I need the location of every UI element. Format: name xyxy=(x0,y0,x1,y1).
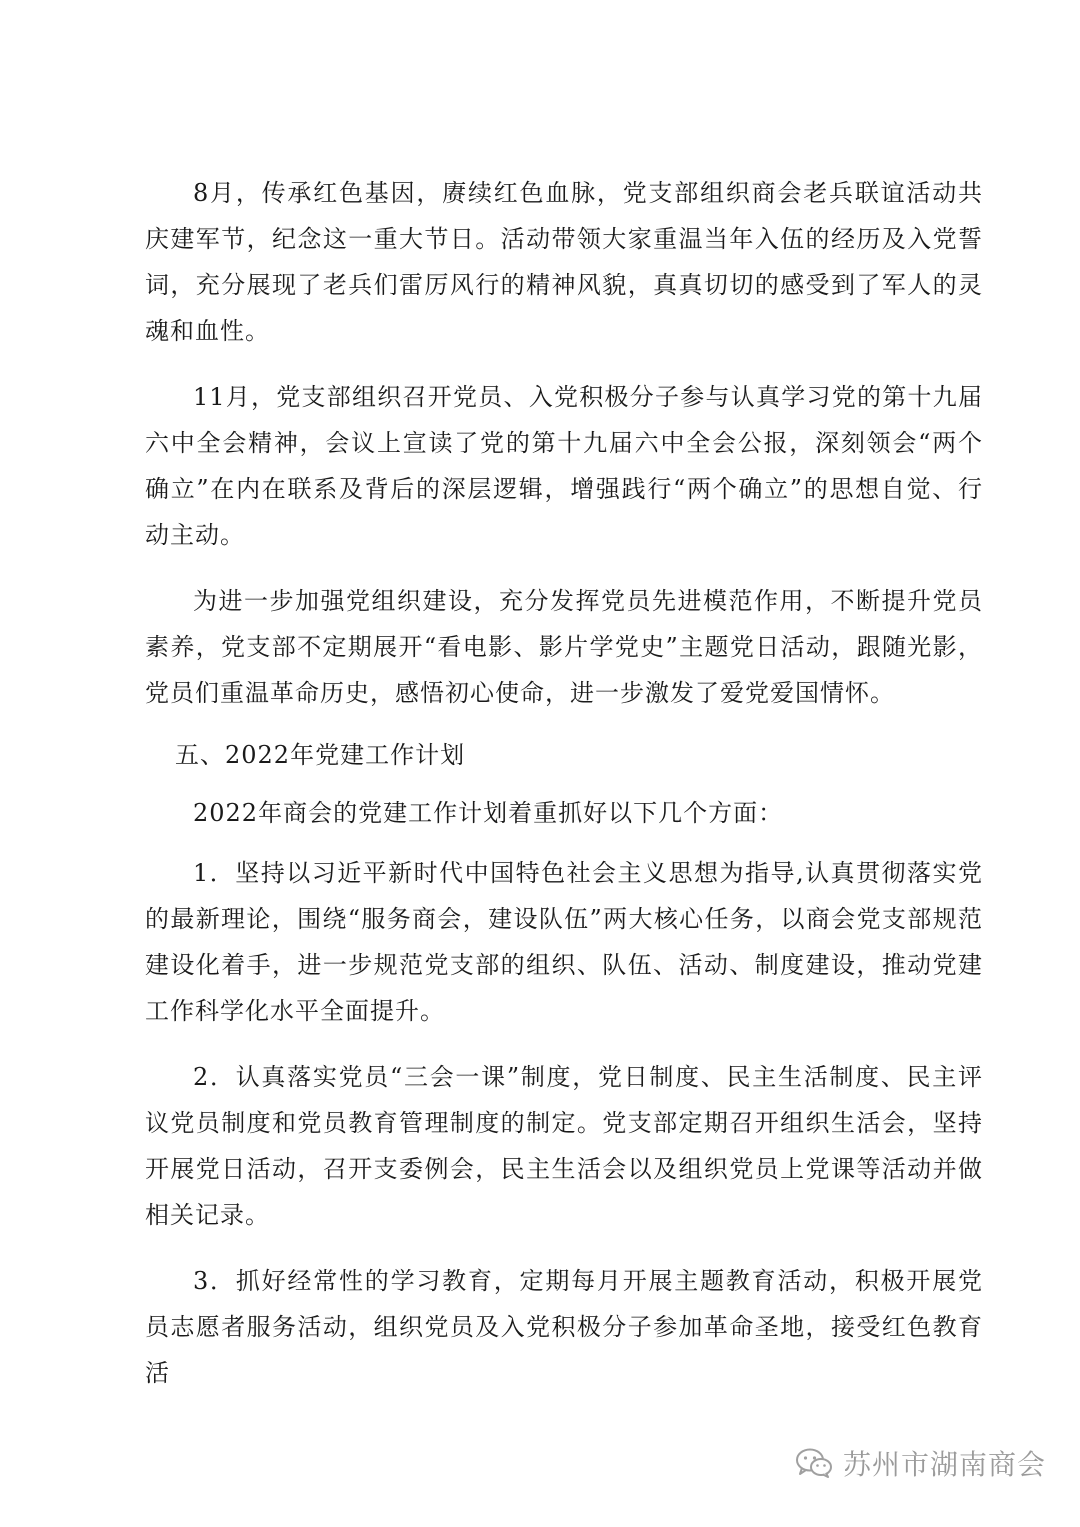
paragraph-plan-item-1: 1．坚持以习近平新时代中国特色社会主义思想为指导,认真贯彻落实党的最新理论，围绕“服务商会，建设队伍”两大核心任务，以商会党支部规范建设化着手，进一步规范党支部的组织、队伍、活动、制度建设，推动党建工作科学化水平全面提升。 xyxy=(145,859,983,1025)
paragraph-plan-item-2: 2．认真落实党员“三会一课”制度，党日制度、民主生活制度、民主评议党员制度和党员教育管理制度的制定。党支部定期召开组织生活会，坚持开展党日活动，召开支委例会，民主生活会以及组织党员上党课等活动并做相关记录。 xyxy=(145,1063,983,1229)
section-heading-2022-plan: 五、2022年党建工作计划 xyxy=(175,741,466,769)
paragraph-august-veterans: 8月，传承红色基因，赓续红色血脉，党支部组织商会老兵联谊活动共庆建军节，纪念这一重大节日。活动带领大家重温当年入伍的经历及入党誓词，充分展现了老兵们雷厉风行的精神风貌，真真切切的感受到了军人的灵魂和血性。 xyxy=(145,179,983,345)
paragraph-november-plenum: 11月，党支部组织召开党员、入党积极分子参与认真学习党的第十九届六中全会精神，会议上宣读了党的第十九届六中全会公报，深刻领会“两个确立”在内在联系及背后的深层逻辑，增强践行“两个确立”的思想自觉、行动主动。 xyxy=(145,383,983,549)
wechat-icon xyxy=(795,1448,833,1478)
paragraph-plan-item-3: 3．抓好经常性的学习教育，定期每月开展主题教育活动，积极开展党员志愿者服务活动，组织党员及入党积极分子参加革命圣地，接受红色教育活 xyxy=(145,1267,983,1387)
paragraph-film-party-history: 为进一步加强党组织建设，充分发挥党员先进模范作用，不断提升党员素养，党支部不定期展开“看电影、影片学党史”主题党日活动，跟随光影，党员们重温革命历史，感悟初心使命，进一步激发了爱党爱国情怀。 xyxy=(145,587,983,707)
wechat-watermark xyxy=(795,1443,1046,1483)
document-body xyxy=(145,170,983,1396)
watermark-text: 苏州市湖南商会 xyxy=(842,1448,1046,1481)
paragraph-plan-intro: 2022年商会的党建工作计划着重抓好以下几个方面： xyxy=(193,799,784,827)
